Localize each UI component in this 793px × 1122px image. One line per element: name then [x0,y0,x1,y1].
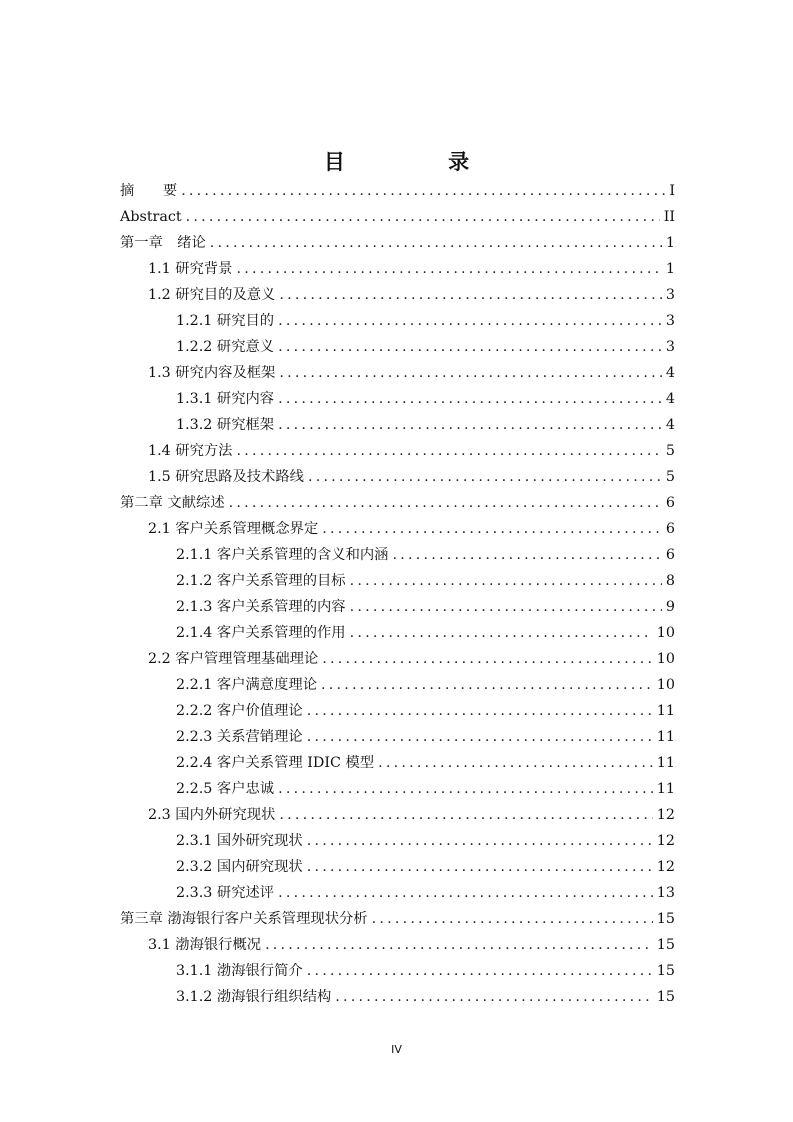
toc-entry-page: 13 [656,885,675,901]
toc-leader-dots [181,178,665,204]
toc-entry-page: 11 [656,729,675,745]
toc-entry-page: 4 [665,417,675,433]
toc-entry[interactable] [120,698,675,724]
toc-entry[interactable] [120,386,675,412]
toc-leader-dots [278,776,653,802]
toc-entry-page: 11 [656,781,675,797]
toc-leader-dots [279,282,662,308]
toc-leader-dots [278,386,662,412]
toc-leader-dots [210,230,662,256]
toc-entry-title: 2.3 国内外研究现状 [148,807,276,823]
toc-entry-page: 11 [656,703,675,719]
toc-entry[interactable] [120,646,675,672]
toc-leader-dots [186,204,660,230]
toc-entry[interactable] [120,854,675,880]
toc-leader-dots [308,464,662,490]
toc-entry-page: 5 [665,469,675,485]
toc-entry-title: 2.1.2 客户关系管理的目标 [176,573,346,589]
toc-entry-page: I [669,183,675,199]
toc-entry-title: 1.1 研究背景 [148,261,233,277]
toc-leader-dots [278,334,662,360]
toc-entry-page: 4 [665,365,675,381]
toc-entry-title: 1.5 研究思路及技术路线 [148,469,304,485]
toc-entry-title: 3.1.1 渤海银行简介 [176,963,303,979]
toc-entry[interactable] [120,568,675,594]
toc-entry[interactable] [120,802,675,828]
toc-entry[interactable] [120,360,675,386]
toc-entry-page: 1 [665,261,675,277]
toc-entry-page: 15 [656,937,675,953]
toc-entry-page: 15 [656,911,675,927]
toc-leader-dots [350,620,653,646]
toc-entry-page: 6 [665,521,675,537]
toc-entry[interactable] [120,204,675,230]
toc-entry-page: 3 [665,313,675,329]
toc-entry-page: 10 [656,677,675,693]
toc-entry-title: 2.1.3 客户关系管理的内容 [176,599,346,615]
toc-leader-dots [322,646,653,672]
toc-entry-title: 2.2.3 关系营销理论 [176,729,303,745]
toc-leader-dots [278,308,662,334]
toc-entry-title: 2.3.1 国外研究现状 [176,833,303,849]
toc-leader-dots [265,932,653,958]
toc-entry-title: 3.1 渤海银行概况 [148,937,262,953]
toc-leader-dots [378,750,653,776]
toc-entry-title: 2.2.1 客户满意度理论 [176,677,317,693]
toc-entry[interactable] [120,906,675,932]
toc-entry-title: 2.3.2 国内研究现状 [176,859,303,875]
toc-entry-page: II [663,209,675,225]
toc-entry-title: 2.3.3 研究述评 [176,885,275,901]
toc-entry-title: 1.2.1 研究目的 [176,313,275,329]
page-title: 目 录 [323,150,518,174]
toc-entry[interactable] [120,516,675,542]
toc-leader-dots [307,698,653,724]
toc-entry[interactable] [120,724,675,750]
toc-leader-dots [307,854,653,880]
toc-entry-title: 2.1.1 客户关系管理的含义和内涵 [176,547,389,563]
page-number: IV [391,1043,402,1056]
toc-entry-title: 2.1 客户关系管理概念界定 [148,521,319,537]
toc-entry-title: 1.3.2 研究框架 [176,417,275,433]
toc-leader-dots [236,438,661,464]
toc-entry[interactable] [120,490,675,516]
toc-entry-page: 5 [665,443,675,459]
toc-entry[interactable] [120,620,675,646]
toc-entry[interactable] [120,984,675,1010]
toc-entry[interactable] [120,776,675,802]
toc-entry[interactable] [120,412,675,438]
toc-entry-page: 12 [656,859,675,875]
toc-entry[interactable] [120,542,675,568]
toc-leader-dots [236,256,661,282]
toc-entry-title: 2.2 客户管理管理基础理论 [148,651,319,667]
toc-leader-dots [322,516,662,542]
toc-entry-title: 第三章 渤海银行客户关系管理现状分析 [120,911,368,927]
toc-entry-page: 10 [656,651,675,667]
toc-entry[interactable] [120,178,675,204]
toc-leader-dots [350,594,662,620]
toc-entry[interactable] [120,672,675,698]
toc-leader-dots [279,360,662,386]
toc-entry[interactable] [120,750,675,776]
toc-leader-dots [278,880,653,906]
toc-entry-page: 8 [665,573,675,589]
toc-entry-title: 2.1.4 客户关系管理的作用 [176,625,346,641]
toc-entry[interactable] [120,594,675,620]
toc-entry-title: 第一章 绪论 [120,235,206,251]
toc-entry-page: 12 [656,833,675,849]
toc-entry[interactable] [120,256,675,282]
toc-entry-page: 11 [656,755,675,771]
toc-entry-page: 10 [656,625,675,641]
toc-entry[interactable] [120,308,675,334]
toc-entry[interactable] [120,464,675,490]
toc-entry-page: 3 [665,339,675,355]
toc-leader-dots [392,542,661,568]
toc-entry-page: 6 [665,495,675,511]
toc-entry[interactable] [120,828,675,854]
toc-entry-title: 1.2 研究目的及意义 [148,287,276,303]
toc-entry[interactable] [120,880,675,906]
toc-leader-dots [350,568,662,594]
toc-leader-dots [321,672,653,698]
toc-entry-page: 4 [665,391,675,407]
toc-entry-title: 2.2.2 客户价值理论 [176,703,303,719]
toc-entry-page: 3 [665,287,675,303]
table-of-contents [120,178,675,1010]
toc-entry-title: 1.4 研究方法 [148,443,233,459]
toc-leader-dots [307,958,653,984]
toc-entry[interactable] [120,334,675,360]
toc-leader-dots [372,906,653,932]
toc-entry-page: 15 [656,963,675,979]
toc-entry-title: 3.1.2 渤海银行组织结构 [176,989,332,1005]
toc-entry-title: Abstract [120,209,182,225]
toc-entry-page: 6 [665,547,675,563]
toc-entry-title: 2.2.5 客户忠诚 [176,781,275,797]
toc-entry-title: 1.2.2 研究意义 [176,339,275,355]
toc-entry-title: 1.3.1 研究内容 [176,391,275,407]
toc-leader-dots [307,828,653,854]
toc-entry-page: 12 [656,807,675,823]
toc-entry[interactable] [120,932,675,958]
toc-entry-page: 1 [665,235,675,251]
toc-entry-title: 摘 要 [120,183,178,199]
toc-entry-page: 9 [665,599,675,615]
toc-entry[interactable] [120,282,675,308]
toc-leader-dots [335,984,653,1010]
toc-leader-dots [229,490,662,516]
toc-entry-title: 2.2.4 客户关系管理 IDIC 模型 [176,755,375,771]
toc-entry[interactable] [120,958,675,984]
toc-leader-dots [279,802,652,828]
toc-entry-title: 第二章 文献综述 [120,495,225,511]
toc-entry-title: 1.3 研究内容及框架 [148,365,276,381]
toc-entry[interactable] [120,438,675,464]
toc-entry[interactable] [120,230,675,256]
toc-leader-dots [307,724,653,750]
toc-leader-dots [278,412,662,438]
toc-entry-page: 15 [656,989,675,1005]
